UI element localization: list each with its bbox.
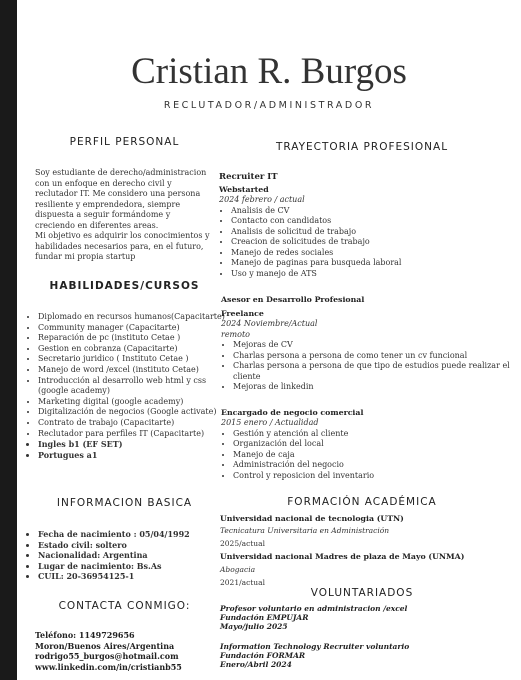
list-item: • Control y reposicion del inventario [233, 471, 521, 482]
list-item: • Fecha de nacimiento : 05/04/1992 [38, 529, 236, 540]
perfil-line: creciendo en diferentes areas. [35, 220, 159, 230]
contact-linkedin[interactable]: www.linkedin.com/in/cristianb55 [35, 661, 182, 672]
list-item: • Charlas persona a persona de que tipo de estudios puede realizar el cliente [233, 361, 521, 382]
job-1 [219, 172, 519, 280]
contacto-heading: CONTACTA CONMIGO: [58, 600, 191, 612]
job-modality: remoto [221, 329, 250, 339]
education-period: 2021/actual [220, 578, 265, 587]
volunteer-role: Information Technology Recruiter voluntario [220, 642, 410, 651]
education-degree: Abogacia [220, 565, 256, 574]
habilidades-list [26, 312, 236, 460]
list-item: • CUIL: 20-36954125-1 [38, 571, 236, 582]
formacion-heading: FORMACIÓN ACADÉMICA [287, 496, 437, 508]
list-item: • Marketing digital (google academy) [38, 397, 236, 408]
list-item: • Gestión y atención al cliente [233, 429, 521, 440]
job-period: 2024 Noviembre/Actual [221, 319, 318, 328]
volunteer-org: Fundación FORMAR [220, 651, 306, 660]
job-company: Webstarted [219, 185, 269, 194]
list-item: • Reclutador para perfiles IT (Capacitarte) [38, 429, 236, 440]
contact-info [35, 630, 235, 672]
trayectoria-heading: TRAYECTORIA PROFESIONAL [275, 141, 449, 153]
volunteer-role: Profesor voluntario en administracion /excel [220, 604, 408, 613]
job-role: Asesor en Desarrollo Profesional [221, 295, 365, 304]
list-item: • Analisis de CV [231, 206, 519, 217]
candidate-title: RECLUTADOR/ADMINISTRADOR [163, 100, 375, 111]
list-item: • Contacto con candidatos [231, 216, 519, 227]
volunteer-2 [220, 642, 520, 669]
contact-phone: Teléfono: 1149729656 [35, 630, 135, 640]
list-item: • Estado civil: soltero [38, 540, 236, 551]
list-item: • Digitalización de negocios (Google activate) [38, 407, 236, 418]
volunteer-1 [220, 604, 520, 631]
candidate-name: Cristian R. Burgos [131, 51, 407, 92]
education-period: 2025/actual [220, 539, 265, 548]
job-period: 2015 enero / Actualidad [221, 418, 319, 427]
volunteer-org: Fundación EMPUJAR [220, 613, 309, 622]
list-item: • Diplomado en recursos humanos(Capacitarte) [38, 312, 236, 323]
perfil-line: fundar mi propia startup [35, 252, 136, 261]
job-2 [221, 295, 521, 393]
list-item: • Lugar de nacimiento: Bs.As [38, 561, 236, 572]
list-item: • Manejo de caja [233, 450, 521, 461]
resume-page [17, 0, 521, 680]
perfil-line: Soy estudiante de derecho/administracion [35, 168, 207, 177]
volunteer-period: Enero/Abril 2024 [220, 660, 292, 669]
list-item: • Mejoras de linkedin [233, 382, 521, 393]
perfil-line: con un enfoque en derecho civil y [35, 178, 172, 188]
job-3 [221, 408, 521, 481]
contact-email[interactable]: rodrigo55_burgos@hotmail.com [35, 651, 179, 662]
perfil-line: dispuesta a seguir formándome y [35, 210, 171, 219]
perfil-line: habilidades necesarios para, en el futuro, [35, 241, 204, 251]
job-period: 2024 febrero / actual [219, 195, 305, 204]
education-1 [220, 514, 520, 549]
list-item: • Community manager (Capacitarte) [38, 323, 236, 334]
list-item: • Uso y manejo de ATS [231, 269, 519, 280]
job-role: Encargado de negocio comercial [221, 408, 364, 417]
list-item: • Manejo de paginas para busqueda laboral [231, 258, 519, 269]
list-item: • Manejo de redes sociales [231, 248, 519, 259]
list-item: • Ingles b1 (EF SET) [38, 439, 236, 450]
perfil-text [35, 168, 235, 263]
perfil-heading: PERFIL PERSONAL [69, 136, 180, 148]
perfil-line: reclutador IT. Me considero una persona [35, 189, 201, 198]
perfil-line: resiliente y emprendedora, siempre [35, 199, 181, 209]
list-item: • Analisis de solicitud de trabajo [231, 227, 519, 238]
info-heading: INFORMACION BASICA [56, 497, 193, 509]
education-degree: Tecnicatura Universitaria en Administración [220, 526, 390, 535]
habilidades-heading: HABILIDADES/CURSOS [49, 280, 200, 292]
list-item: • Gestion en cobranza (Capacitarte) [38, 344, 236, 355]
list-item: • Introducción al desarrollo web html y css (google academy) [38, 376, 236, 397]
info-list [26, 529, 236, 582]
contact-location: Moron/Buenos Aires/Argentina [35, 640, 175, 651]
education-2 [220, 552, 520, 588]
list-item: • Secretario juridico ( Instituto Cetae ) [38, 354, 236, 365]
job-role: Recruiter IT [219, 172, 278, 182]
list-item: • Reparación de pc (instituto Cetae ) [38, 333, 236, 344]
list-item: • Charlas persona a persona de como tener un cv funcional [233, 351, 521, 362]
perfil-line: Mi objetivo es adquirir los conocimientos y [35, 231, 210, 240]
list-item: • Creacion de solicitudes de trabajo [231, 237, 519, 248]
list-item: • Manejo de word /excel (instituto Cetae) [38, 365, 236, 376]
voluntariados-heading: VOLUNTARIADOS [310, 587, 414, 599]
volunteer-period: Mayo/julio 2025 [220, 622, 288, 631]
education-school: Universidad nacional de tecnologia (UTN) [220, 514, 404, 523]
list-item: • Contrato de trabajo (Capacitarte) [38, 418, 236, 429]
list-item: • Administración del negocio [233, 460, 521, 471]
education-school: Universidad nacional Madres de plaza de Mayo (UNMA) [220, 552, 465, 561]
list-item: • Mejoras de CV [233, 340, 521, 351]
list-item: • Organización del local [233, 439, 521, 450]
list-item: • Portugues a1 [38, 450, 236, 461]
list-item: • Nacionalidad: Argentina [38, 550, 236, 561]
job-company: Freelance [221, 309, 264, 318]
